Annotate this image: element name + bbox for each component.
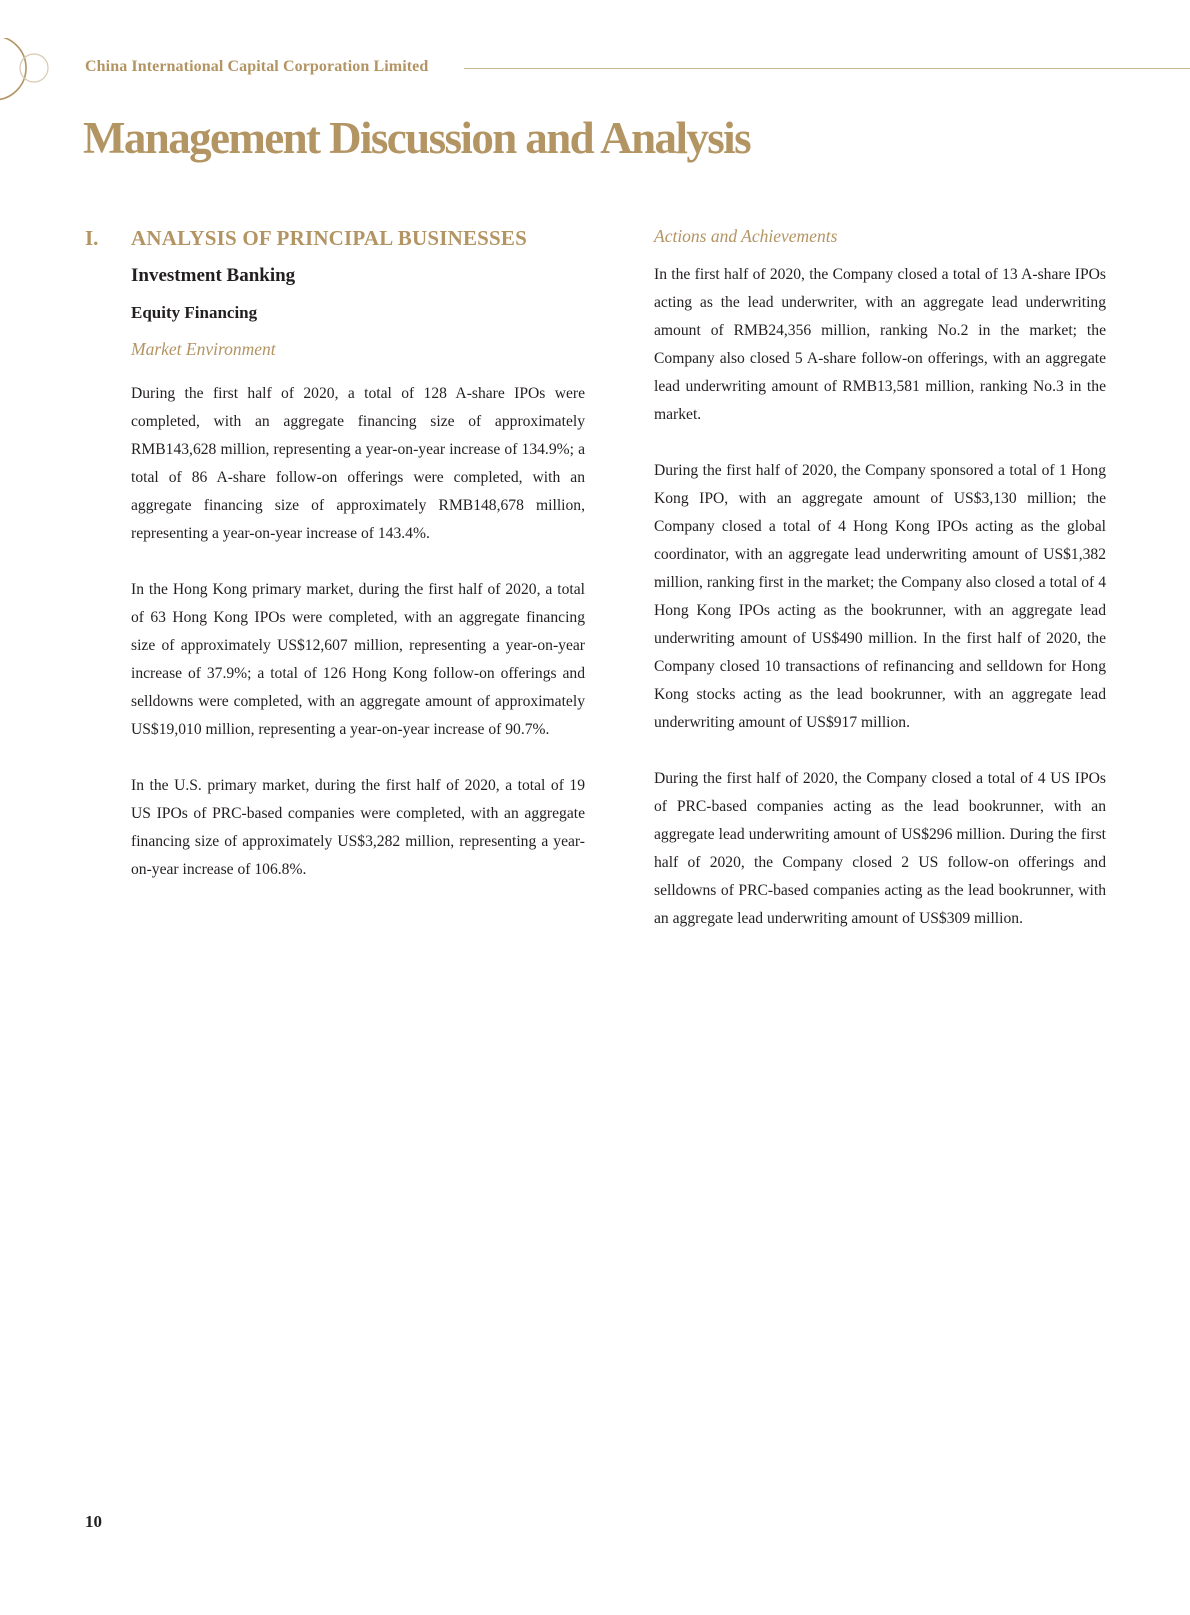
section-number: I.: [85, 226, 99, 250]
section-body: [131, 265, 585, 884]
paragraph-hong-kong-achievements: During the first half of 2020, the Company sponsored a total of 1 Hong Kong IPO, with an aggregate amount of US$3,130 million; the Company closed a total of 4 Hong Kong IPOs acting as the global coordinator, with an aggregate lead underwriting amount of US$1,382 million, ranking first in the market; the Company also closed a total of 4 Hong Kong IPOs acting as the bookrunner, with an aggregate lead underwriting amount of US$490 million. In the first half of 2020, the Company closed 10 transactions of refinancing and selldown for Hong Kong stocks acting as the lead bookrunner, with an aggregate lead underwriting amount of US$917 million.: [654, 462, 1106, 731]
section-title: ANALYSIS OF PRINCIPAL BUSINESSES: [131, 226, 527, 250]
paragraph-a-share-market: During the first half of 2020, a total of 128 A-share IPOs were completed, with an aggregate financing size of approximately RMB143,628 million, representing a year-on-year increase of 134.9%; a total of 86 A-share follow-on offerings were completed, with an aggregate financing size of approximately RMB148,678 million, representing a year-on-year increase of 143.4%.: [131, 385, 585, 542]
paragraph-us-market: In the U.S. primary market, during the first half of 2020, a total of 19 US IPOs of PRC-based companies were completed, with an aggregate financing size of approximately US$3,282 million, representing a year-on-year increase of 106.8%.: [131, 777, 585, 878]
page-title: Management Discussion and Analysis: [83, 113, 750, 163]
logo-circles-icon: [0, 38, 60, 102]
header-divider: [464, 68, 1190, 69]
paragraph-hong-kong-market: In the Hong Kong primary market, during the first half of 2020, a total of 63 Hong Kong IPOs were completed, with an aggregate financing size of approximately US$12,607 million, representing a year-on-year increase of 37.9%; a total of 126 Hong Kong follow-on offerings and selldowns were completed, with an aggregate amount of approximately US$19,010 million, representing a year-on-year increase of 90.7%.: [131, 581, 585, 738]
paragraph-us-achievements: During the first half of 2020, the Company closed a total of 4 US IPOs of PRC-based companies acting as the lead bookrunner, with an aggregate lead underwriting amount of US$296 million. During the first half of 2020, the Company closed 2 US follow-on offerings and selldowns of PRC-based companies acting as the lead bookrunner, with an aggregate lead underwriting amount of US$309 million.: [654, 770, 1106, 927]
page-number: 10: [85, 1512, 102, 1531]
market-environment-heading: Market Environment: [131, 339, 276, 359]
paragraph-a-share-achievements: In the first half of 2020, the Company closed a total of 13 A-share IPOs acting as the lead underwriter, with an aggregate lead underwriting amount of RMB24,356 million, ranking No.2 in the market; the Company also closed 5 A-share follow-on offerings, with an aggregate lead underwriting amount of RMB13,581 million, ranking No.3 in the market.: [654, 266, 1106, 423]
subsubsection-heading: Equity Financing: [131, 303, 258, 322]
section-heading: [85, 226, 585, 251]
subsection-heading: Investment Banking: [131, 265, 296, 286]
left-column: [85, 226, 585, 884]
header-company-name: China International Capital Corporation Limited: [85, 58, 429, 75]
right-column: [654, 226, 1106, 933]
actions-achievements-heading: Actions and Achievements: [654, 226, 838, 246]
